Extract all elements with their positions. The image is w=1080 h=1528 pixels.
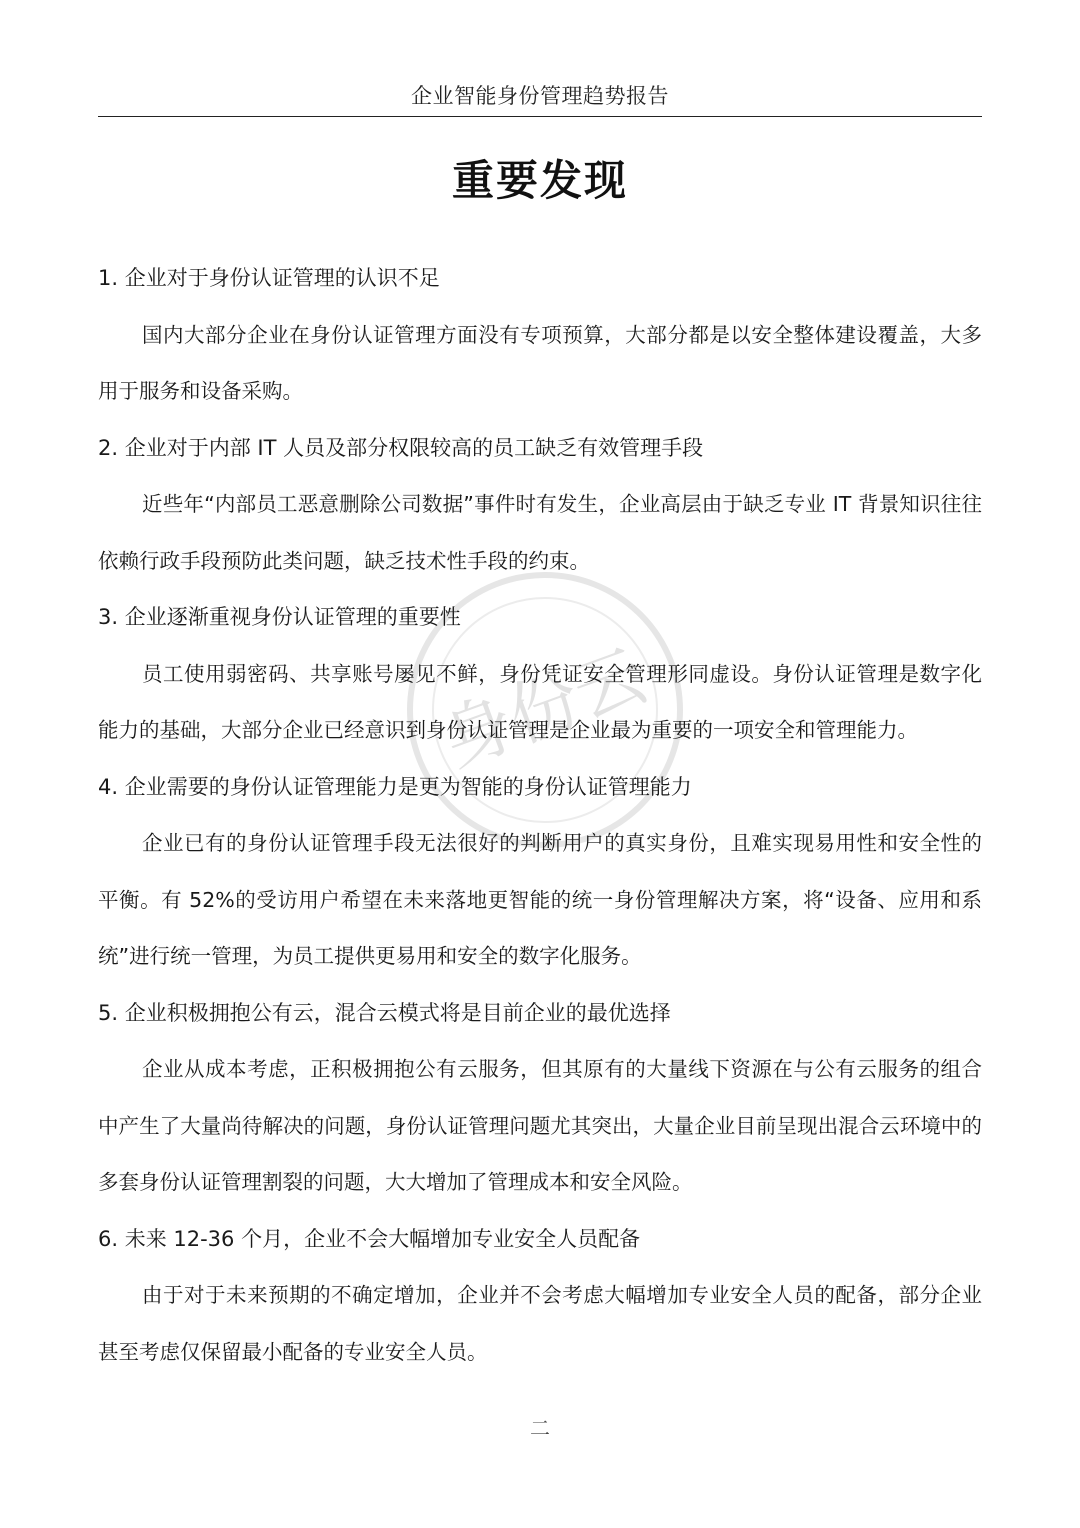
finding-heading: 4. 企业需要的身份认证管理能力是更为智能的身份认证管理能力 <box>98 774 692 799</box>
header-divider <box>98 116 982 117</box>
finding-item-6 <box>98 1211 982 1381</box>
finding-item-2 <box>98 420 982 590</box>
page-title: 重要发现 <box>451 156 628 205</box>
finding-body: 由于对于未来预期的不确定增加，企业并不会考虑大幅增加专业安全人员的配备，部分企业甚至考虑仅保留最小配备的专业安全人员。 <box>98 1283 982 1364</box>
finding-heading: 6. 未来 12-36 个月，企业不会大幅增加专业安全人员配备 <box>98 1226 641 1251</box>
finding-heading: 3. 企业逐渐重视身份认证管理的重要性 <box>98 605 461 629</box>
finding-item-1 <box>98 250 982 420</box>
finding-body: 企业已有的身份认证管理手段无法很好的判断用户的真实身份，且难实现易用性和安全性的平衡。有 52%的受访用户希望在未来落地更智能的统一身份管理解决方案，将“设备、应用和系统”进行统一管理，为员工提供更易用和安全的数字化服务。 <box>98 831 982 968</box>
finding-item-4 <box>98 759 982 985</box>
finding-item-3 <box>98 589 982 759</box>
finding-item-5 <box>98 985 982 1211</box>
watermark-text: 身份云 <box>431 633 658 783</box>
finding-heading: 1. 企业对于身份认证管理的认识不足 <box>98 266 440 290</box>
finding-body: 员工使用弱密码、共享账号屡见不鲜，身份凭证安全管理形同虚设。身份认证管理是数字化能力的基础，大部分企业已经意识到身份认证管理是企业最为重要的一项安全和管理能力。 <box>98 661 982 742</box>
page-number: 二 <box>530 1416 550 1440</box>
finding-body: 企业从成本考虑，正积极拥抱公有云服务，但其原有的大量线下资源在与公有云服务的组合中产生了大量尚待解决的问题，身份认证管理问题尤其突出，大量企业目前呈现出混合云环境中的多套身份认证管理割裂的问题，大大增加了管理成本和安全风险。 <box>98 1057 982 1194</box>
finding-body: 国内大部分企业在身份认证管理方面没有专项预算，大部分都是以安全整体建设覆盖，大多用于服务和设备采购。 <box>98 322 982 403</box>
finding-body: 近些年“内部员工恶意删除公司数据”事件时有发生，企业高层由于缺乏专业 IT 背景知识往往依赖行政手段预防此类问题，缺乏技术性手段的约束。 <box>98 492 982 573</box>
running-header: 企业智能身份管理趋势报告 <box>411 84 669 108</box>
findings-list <box>98 250 982 1380</box>
finding-heading: 2. 企业对于内部 IT 人员及部分权限较高的员工缺乏有效管理手段 <box>98 435 704 460</box>
finding-heading: 5. 企业积极拥抱公有云，混合云模式将是目前企业的最优选择 <box>98 1000 671 1025</box>
